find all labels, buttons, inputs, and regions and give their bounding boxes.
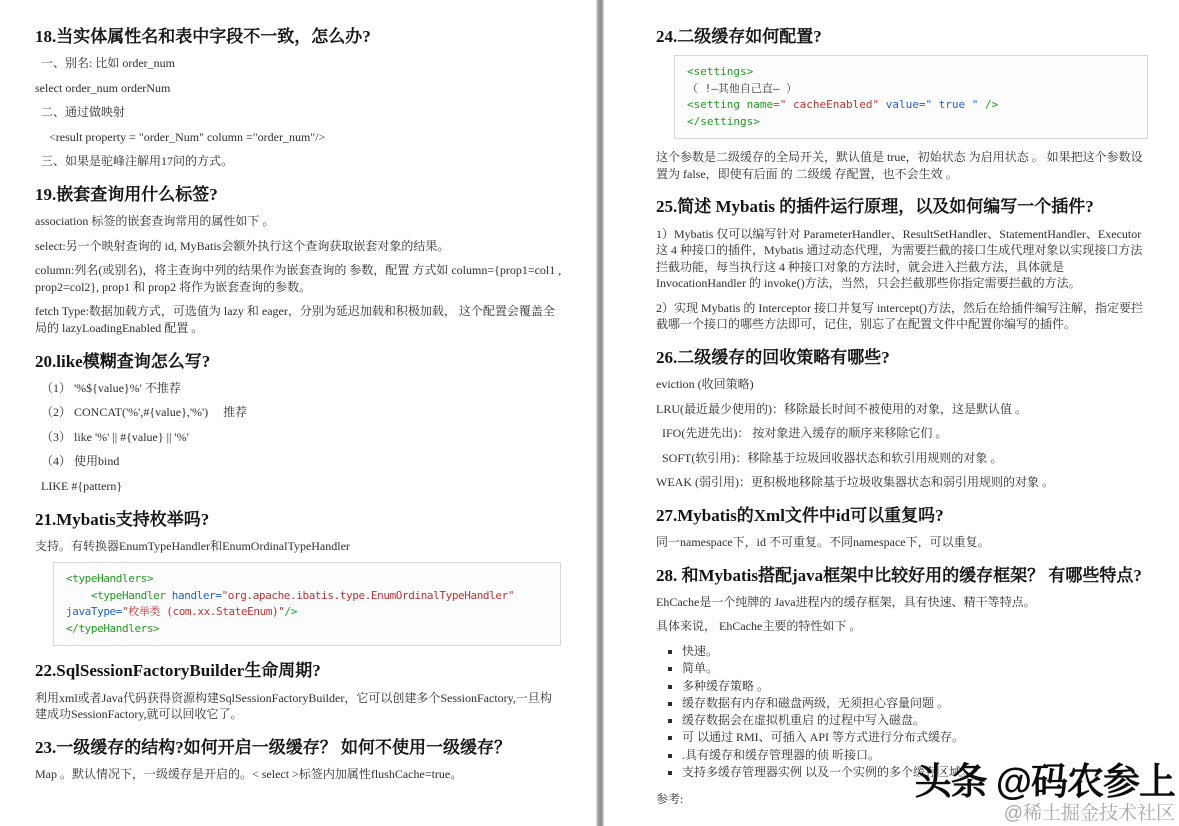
paragraph: 二、通过做映射 — [41, 105, 126, 120]
code-token: " cacheEnabled" — [779, 98, 880, 112]
list-item: ▪ .具有缓存和缓存管理器的侦 昕接口。 — [682, 747, 1150, 764]
paragraph: select order_num orderNum — [35, 80, 171, 95]
section-q19 — [35, 184, 563, 337]
list-item: ▪ 可 以通过 RMI、可插入 API 等方式进行分布式缓存。 — [682, 729, 1150, 746]
code-line — [687, 64, 1135, 81]
code-line — [66, 621, 548, 638]
paragraph: 利用xml或者Java代码获得资源构建SqlSessionFactoryBuilder，它可以创建多个SessionFactory,一旦构建成功SessionFactory,就可以回收它了。 — [35, 690, 552, 722]
code-token: " true " — [925, 98, 979, 112]
paragraph: 这个参数是二级缓存的全局开关，默认值是 true，初始状态 为启用状态 。 如果把这个参数设置为 false，即使有后面 的 二级缓 存配置，也不会生效 。 — [656, 150, 1143, 181]
question-21-title: 21.Mybatis支持枚举吗? — [35, 509, 210, 529]
list-item: ▪ 多种缓存策略 。 — [682, 678, 1150, 695]
inline-code-line: LIKE #{pattern} — [41, 478, 123, 493]
xml-code-block — [53, 562, 561, 646]
section-q26 — [656, 347, 1150, 491]
paragraph: column:列名(或别名)，将主查询中列的结果作为嵌套查询的 参数，配置 方式如 column={prop1=col1 , prop2=col2}, prop1 和 prop2 将作为嵌套查询的参数。 — [35, 263, 562, 294]
code-token: "枚举类 (com.xx.StateEnum)" — [122, 605, 285, 619]
list-item: ▪ 缓存数据有内存和磁盘两级，无须担心容量问题 。 — [682, 695, 1150, 712]
question-24-title: 24.二级缓存如何配置? — [656, 27, 822, 46]
section-q21 — [35, 509, 563, 647]
paragraph: 同一namespace下，id 不可重复。不同namespace下，可以重复。 — [656, 535, 990, 550]
document-page-left — [35, 0, 563, 790]
list-item: ▪ 快速。 — [682, 643, 1150, 660]
list-item: （2） CONCAT('%',#{value},'%') 推荐 — [41, 405, 248, 420]
code-token: name= — [746, 98, 780, 112]
question-20-title: 20.like模糊查询怎么写? — [35, 351, 211, 371]
code-line — [687, 81, 1135, 98]
paragraph: 2）实现 Mybatis 的 Interceptor 接口并复写 intercept()方法，然后在给插件编写注解，指定要拦截哪一个接口的哪些方法即可，记住，别忘了在配置文件中配置你编写的插件。 — [656, 300, 1143, 332]
code-token: <typeHandlers> — [66, 572, 154, 586]
list-item: （4） 使用bind — [41, 454, 120, 469]
code-token: javaType= — [66, 605, 123, 619]
code-token: /> — [978, 98, 999, 112]
section-q24 — [656, 26, 1150, 182]
paragraph: 1）Mybatis 仅可以编写针对 ParameterHandler、ResultSetHandler、StatementHandler、Executor 这 4 种接口的插件，Mybatis 通过动态代理，为需要拦截的接口生成代理对象以实现接口方法拦截功能，每当执行这 4 种接口对象的方法时，就会进入拦截方法，具体就是 InvocationHandler 的 invoke()方法，当然，只会拦截那些你指定需要拦截的方法。 — [656, 226, 1143, 291]
section-q22 — [35, 660, 563, 722]
section-q18 — [35, 26, 563, 170]
question-27-title: 27.Mybatis的Xml文件中id可以重复吗? — [656, 505, 944, 525]
code-token: value= — [879, 98, 926, 112]
paragraph: 具体来说， EhCache主要的特性如下 。 — [656, 619, 862, 634]
page-divider — [596, 0, 604, 826]
question-22-title: 22.SqlSessionFactoryBuilder生命周期? — [35, 661, 321, 681]
question-28-title: 28. 和Mybatis搭配java框架中比较好用的缓存框架？ 有哪些特点? — [656, 565, 1142, 585]
code-token: <typeHandler — [66, 588, 172, 602]
code-line — [687, 97, 1135, 114]
paragraph: 三、如果是驼峰注解用17问的方式。 — [41, 154, 234, 169]
reference-label: 参考: — [656, 792, 684, 807]
paragraph: WEAK (弱引用)：更积极地移除基于垃圾收集器状态和弱引用规则的对象 。 — [656, 475, 1054, 490]
code-line — [66, 588, 548, 605]
question-25-title: 25.简述 Mybatis 的插件运行原理，以及如何编写一个插件? — [656, 197, 1094, 217]
section-q20 — [35, 351, 563, 495]
code-token: /> — [284, 605, 297, 619]
paragraph: SOFT(软引用)：移除基于垃圾回收器状态和软引用规则的对象 。 — [662, 450, 1003, 465]
watermark-juejin-community: @稀土掘金技术社区 — [1003, 803, 1175, 824]
section-q23 — [35, 737, 563, 783]
watermark-toutiao-manongcanshang: 头条 @码农参上 — [914, 761, 1175, 802]
paragraph: fetch Type:数据加载方式，可选值为 lazy 和 eager，分别为延迟加载和积极加载， 这个配置会覆盖全局的 lazyLoadingEnabled 配置 。 — [35, 304, 555, 335]
code-line — [66, 604, 548, 621]
list-item: ▪ 简单。 — [682, 660, 1150, 677]
code-token: handler= — [171, 588, 222, 602]
code-line — [66, 571, 548, 588]
code-line — [687, 114, 1135, 131]
paragraph: Map 。默认情况下，一级缓存是开启的。< select >标签内加属性flushCache=true。 — [35, 766, 463, 781]
list-item: ▪ 缓存数据会在虚拟机重启 的过程中写入磁盘。 — [682, 712, 1150, 729]
paragraph: IFO(先进先出)： 按对象进入缓存的顺序来移除它们 。 — [662, 426, 948, 441]
question-26-title: 26.二级缓存的回收策略有哪些? — [656, 347, 890, 367]
list-item: ▪ 支持多缓存管理器实例 以及一个实例的多个缓存区域。 — [682, 764, 1150, 781]
paragraph: EhCache是一个纯牌的 Java进程内的缓存框架，具有快速、精干等特点。 — [656, 594, 1036, 609]
code-token: </typeHandlers> — [66, 621, 160, 635]
question-18-title: 18.当实体属性名和表中字段不一致，怎么办? — [35, 27, 371, 46]
section-q25 — [656, 196, 1150, 333]
code-token: "org.apache.ibatis.type.EnumOrdinalTypeHandler" — [221, 588, 515, 602]
document-page-right — [656, 0, 1150, 816]
list-item: （3） like '%' || #{value} || '%' — [41, 429, 189, 444]
code-token: <setting — [687, 98, 747, 112]
question-19-title: 19.嵌套查询用什么标签? — [35, 184, 218, 204]
paragraph: LRU(最近最少使用的)：移除最长时间不被使用的对象，这是默认值 。 — [656, 401, 1027, 416]
paragraph: 支持。有转换器EnumTypeHandler和EnumOrdinalTypeHandler — [35, 538, 350, 553]
paragraph: eviction (收回策略) — [656, 377, 754, 392]
inline-code-line: <result property = "order_Num" column ="order_num"/> — [49, 129, 326, 144]
code-token: </settings> — [687, 114, 760, 128]
paragraph: association 标签的嵌套查询常用的属性如下 。 — [35, 214, 275, 229]
code-token: （ !—其他自己直— ） — [687, 81, 798, 95]
section-q27 — [656, 505, 1150, 551]
xml-code-block — [674, 55, 1148, 139]
paragraph: 一、别名: 比如 order_num — [41, 56, 175, 71]
list-item: （1） '%${value}%' 不推荐 — [41, 380, 181, 395]
question-23-title: 23.一级缓存的结构?如何开启一级缓存？ 如何不使用一级缓存？ — [35, 737, 511, 757]
paragraph: select:另一个映射查询的 id, MyBatis会额外执行这个查询获取嵌套对象的结果。 — [35, 238, 450, 253]
code-token: <settings> — [687, 65, 754, 79]
